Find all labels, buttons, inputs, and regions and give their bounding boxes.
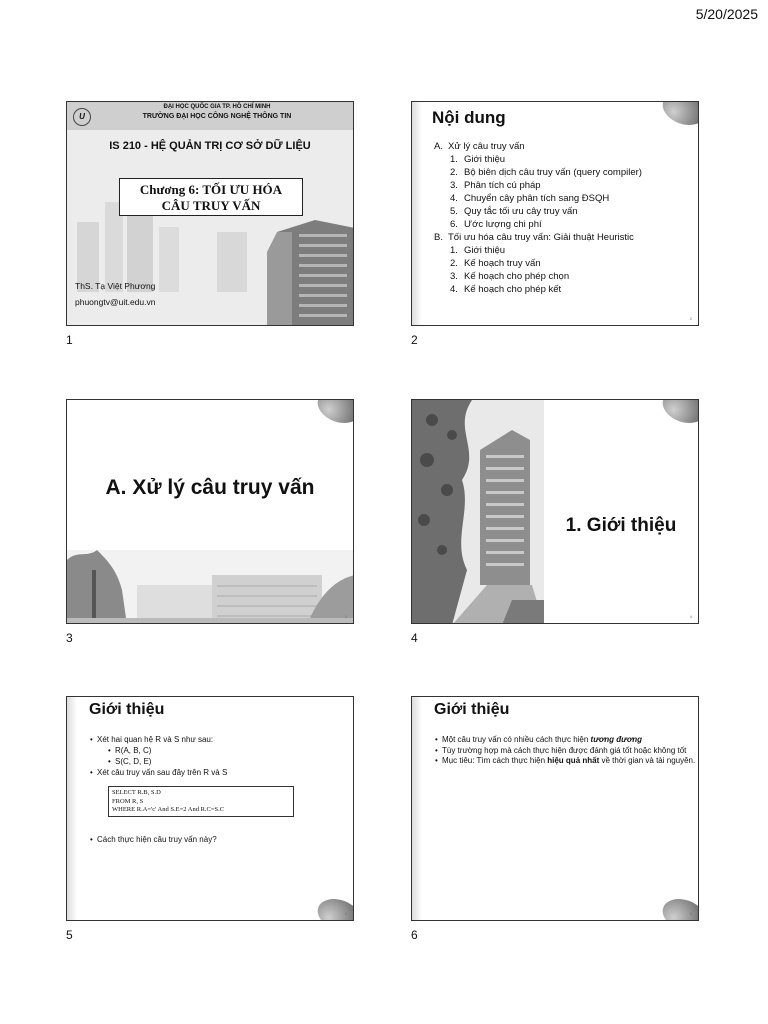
toc-item-marker: 4. — [450, 284, 458, 295]
bullet-item: • Tùy trường hợp mà cách thực hiện được đánh giá tốt hoặc không tốt — [442, 746, 699, 757]
section-heading: A. Xử lý câu truy vấn — [105, 476, 315, 499]
table-of-contents — [434, 140, 642, 296]
bullet-strong: hiệu quả nhất — [547, 756, 600, 765]
bullet-item: • Cách thực hiện câu truy vấn này? — [97, 835, 347, 846]
toc-item — [434, 270, 642, 283]
bullet-text: Mục tiêu: Tìm cách thực hiện — [442, 756, 548, 765]
page-curl-decoration — [658, 893, 699, 921]
toc-item-label: Quy tắc tối ưu cây truy vấn — [464, 206, 578, 217]
sub-bullet-list — [105, 746, 315, 767]
bullet-list — [87, 735, 347, 746]
author-name: ThS. Tạ Việt Phương — [75, 281, 156, 291]
campus-photo — [412, 400, 544, 624]
toc-item-label: Kế hoạch truy vấn — [464, 258, 541, 269]
slide-page-number: 2 — [689, 316, 692, 321]
bullet-item — [442, 735, 699, 746]
toc-item-marker: 1. — [450, 154, 458, 165]
page-curl-decoration — [313, 893, 354, 921]
toc-section-marker: B. — [434, 232, 443, 243]
toc-item-marker: 3. — [450, 180, 458, 191]
slide-side-band — [67, 697, 77, 920]
sql-query-box — [108, 786, 294, 817]
page-curl-decoration — [658, 399, 699, 429]
slide-number-6: 6 — [411, 928, 418, 942]
toc-item-marker: 3. — [450, 271, 458, 282]
university-name: ĐẠI HỌC QUỐC GIA TP. HỒ CHÍ MINH — [163, 104, 271, 110]
toc-section-label: Tối ưu hóa câu truy vấn: Giải thuật Heuristic — [448, 232, 634, 243]
toc-item — [434, 244, 642, 257]
toc-item — [434, 192, 642, 205]
chapter-box — [119, 178, 303, 216]
slide-number-5: 5 — [66, 928, 73, 942]
chapter-line-2: CÂU TRUY VẤN — [161, 198, 261, 213]
slide-5 — [66, 696, 354, 921]
slide-1 — [66, 101, 354, 326]
slide-number-4: 4 — [411, 631, 418, 645]
slide-number-1: 1 — [66, 333, 73, 347]
toc-item-label: Kế hoạch cho phép chọn — [464, 271, 570, 282]
toc-item-label: Phân tích cú pháp — [464, 180, 541, 191]
chapter-line-1: Chương 6: TỐI ƯU HÓA — [139, 182, 283, 197]
bullet-list — [87, 768, 347, 779]
toc-section-a — [434, 140, 642, 153]
toc-section-label: Xử lý câu truy vấn — [448, 141, 525, 152]
slide-side-band — [412, 697, 422, 920]
slide-page-number: 6 — [689, 911, 692, 916]
school-name: TRƯỜNG ĐẠI HỌC CÔNG NGHỆ THÔNG TIN — [142, 113, 292, 120]
toc-item-marker: 2. — [450, 167, 458, 178]
campus-illustration — [67, 400, 354, 624]
bullet-item: • S(C, D, E) — [115, 757, 315, 768]
toc-item-label: Giới thiệu — [464, 245, 506, 256]
bullet-text: Một câu truy vấn có nhiều cách thực hiện — [442, 735, 591, 744]
slide-side-band — [412, 102, 422, 325]
toc-item — [434, 257, 642, 270]
slide-page-number: 3 — [344, 614, 347, 619]
toc-item — [434, 218, 642, 231]
toc-item-label: Giới thiệu — [464, 154, 506, 165]
sql-where-line: WHERE R.A='c' And S.E=2 And R.C=S.C — [112, 806, 225, 813]
toc-item — [434, 205, 642, 218]
bullet-emphasis: tương đương — [590, 735, 643, 744]
toc-item-marker: 6. — [450, 219, 458, 230]
slide-title: Giới thiệu — [89, 701, 165, 718]
slide-title: Giới thiệu — [434, 701, 510, 718]
bullet-text: về thời gian và tài nguyên. — [599, 756, 696, 765]
bullet-list — [87, 835, 347, 846]
bullet-item — [442, 756, 699, 767]
toc-item-marker: 1. — [450, 245, 458, 256]
bullet-list — [432, 735, 699, 767]
toc-section-b — [434, 231, 642, 244]
slide-page-number: 4 — [689, 614, 692, 619]
slide-title: Nội dung — [432, 108, 506, 127]
toc-item-label: Chuyển cây phân tích sang ĐSQH — [464, 193, 610, 204]
section-heading: 1. Giới thiệu — [565, 515, 677, 536]
toc-item-label: Bộ biên dịch câu truy vấn (query compiler) — [464, 167, 642, 178]
slide-2 — [411, 101, 699, 326]
slide-page-number: 5 — [344, 911, 347, 916]
toc-item-marker: 2. — [450, 258, 458, 269]
sql-select-line: SELECT R.B, S.D — [112, 789, 161, 796]
toc-item-marker: 4. — [450, 193, 458, 204]
slide-4 — [411, 399, 699, 624]
uit-logo: U — [73, 108, 91, 126]
bullet-item: • Xét hai quan hệ R và S như sau: — [97, 735, 347, 746]
toc-item-marker: 5. — [450, 206, 458, 217]
bullet-item: • R(A, B, C) — [115, 746, 315, 757]
print-date: 5/20/2025 — [695, 6, 758, 22]
course-title: IS 210 - HỆ QUẢN TRỊ CƠ SỞ DỮ LIỆU — [109, 140, 311, 152]
author-email: phuongtv@uit.edu.vn — [75, 297, 156, 307]
sql-from-line: FROM R, S — [112, 797, 144, 805]
toc-item-label: Kế hoạch cho phép kết — [464, 284, 562, 295]
slide-3 — [66, 399, 354, 624]
slide-number-3: 3 — [66, 631, 73, 645]
bullet-item: • Xét câu truy vấn sau đây trên R và S — [97, 768, 347, 779]
toc-item — [434, 283, 642, 296]
toc-item — [434, 153, 642, 166]
toc-section-marker: A. — [434, 141, 443, 152]
toc-item — [434, 179, 642, 192]
slide-number-2: 2 — [411, 333, 418, 347]
page-curl-decoration — [658, 101, 699, 131]
toc-item-label: Ước lượng chi phí — [464, 219, 542, 230]
slide-6 — [411, 696, 699, 921]
toc-item — [434, 166, 642, 179]
